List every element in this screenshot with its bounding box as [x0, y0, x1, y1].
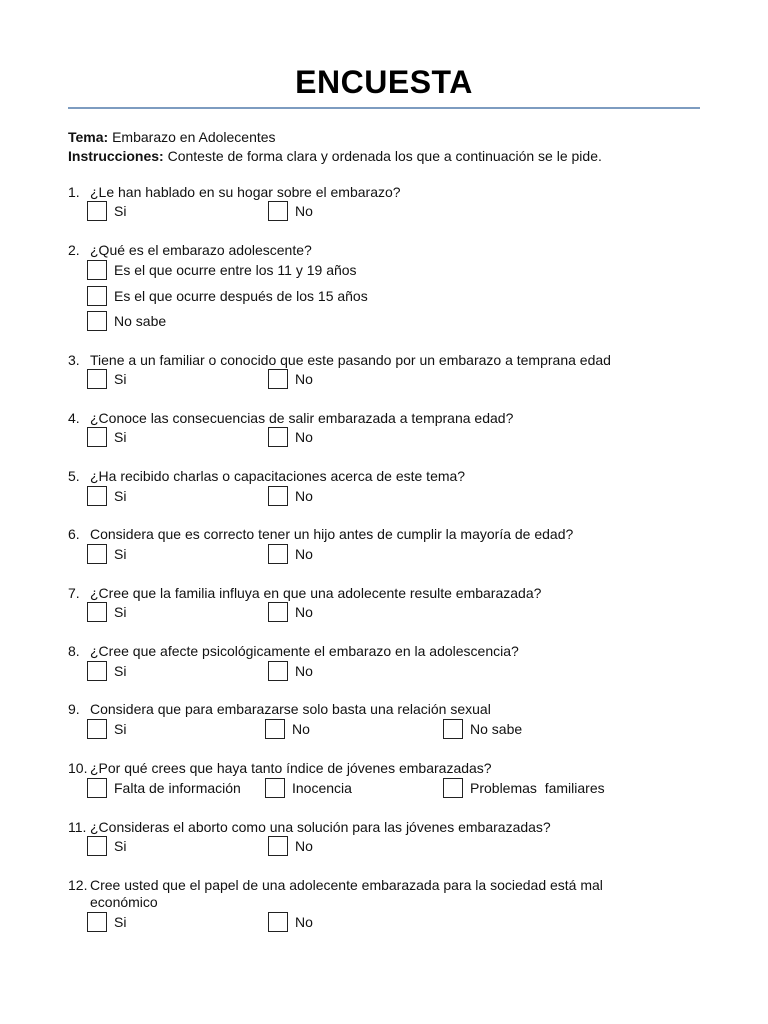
checkbox[interactable] — [268, 369, 288, 389]
q12-option-no[interactable] — [268, 911, 313, 933]
option-label: No — [295, 663, 313, 679]
checkbox[interactable] — [268, 427, 288, 447]
checkbox[interactable] — [87, 286, 107, 306]
option-label: No sabe — [470, 721, 523, 737]
question-text: ¿Le han hablado en su hogar sobre el embarazo? — [90, 184, 401, 200]
tema-line — [68, 129, 276, 145]
option-label: No — [295, 546, 313, 562]
option-label: Falta de información — [114, 780, 241, 796]
q10-option-2[interactable] — [265, 777, 352, 799]
q2-option-3[interactable] — [87, 310, 166, 332]
tema-label: Tema: — [68, 129, 109, 145]
q9-option-no-sabe[interactable] — [443, 718, 522, 740]
checkbox[interactable] — [87, 661, 107, 681]
title-divider — [68, 107, 700, 109]
option-label: No — [295, 429, 313, 445]
checkbox[interactable] — [265, 778, 285, 798]
question-text: ¿Por qué crees que haya tanto índice de jóvenes embarazadas? — [90, 760, 492, 776]
checkbox[interactable] — [87, 201, 107, 221]
q11-option-si[interactable] — [87, 835, 126, 857]
q2-option-1[interactable] — [87, 259, 357, 281]
q3-option-no[interactable] — [268, 368, 313, 390]
question-number: 8. — [68, 643, 80, 659]
question-number: 1. — [68, 184, 80, 200]
q5-option-si[interactable] — [87, 485, 126, 507]
instructions-value: Conteste de forma clara y ordenada los que a continuación se le pide. — [167, 148, 602, 164]
checkbox[interactable] — [268, 836, 288, 856]
question-text: ¿Qué es el embarazo adolescente? — [90, 242, 312, 258]
option-label: Si — [114, 663, 127, 679]
option-label: Si — [114, 914, 127, 930]
question-number: 4. — [68, 410, 80, 426]
checkbox[interactable] — [87, 544, 107, 564]
q11-option-no[interactable] — [268, 835, 313, 857]
q7-option-si[interactable] — [87, 601, 126, 623]
question-text: ¿Cree que la familia influya en que una adolecente resulte embarazada? — [90, 585, 542, 601]
checkbox[interactable] — [87, 719, 107, 739]
tema-value: Embarazo en Adolecentes — [112, 129, 276, 145]
checkbox[interactable] — [87, 602, 107, 622]
q6-option-no[interactable] — [268, 543, 313, 565]
question-number: 3. — [68, 352, 80, 368]
option-label: No — [295, 838, 313, 854]
question-text: ¿Consideras el aborto como una solución para las jóvenes embarazadas? — [90, 819, 551, 835]
option-label: Si — [114, 203, 127, 219]
checkbox[interactable] — [87, 836, 107, 856]
option-label: No sabe — [114, 313, 167, 329]
q10-option-3[interactable] — [443, 777, 605, 799]
question-number: 12. — [68, 877, 88, 893]
question-text: Considera que es correcto tener un hijo antes de cumplir la mayoría de edad? — [90, 526, 574, 542]
checkbox[interactable] — [87, 486, 107, 506]
question-number: 10. — [68, 760, 88, 776]
q1-option-si[interactable] — [87, 200, 126, 222]
checkbox[interactable] — [87, 260, 107, 280]
q8-option-si[interactable] — [87, 660, 126, 682]
question-number: 9. — [68, 701, 80, 717]
checkbox[interactable] — [268, 912, 288, 932]
question-number: 5. — [68, 468, 80, 484]
option-label: No — [295, 488, 313, 504]
instructions-label: Instrucciones: — [68, 148, 164, 164]
option-label: No — [295, 604, 313, 620]
option-label: No — [295, 203, 313, 219]
q2-option-2[interactable] — [87, 285, 368, 307]
option-label: Si — [114, 488, 127, 504]
option-label: Si — [114, 604, 127, 620]
checkbox[interactable] — [268, 201, 288, 221]
question-text: Cree usted que el papel de una adolecente embarazada para la sociedad está mal económico — [90, 877, 603, 910]
q12-option-si[interactable] — [87, 911, 126, 933]
q5-option-no[interactable] — [268, 485, 313, 507]
question-number: 7. — [68, 585, 80, 601]
q4-option-no[interactable] — [268, 426, 313, 448]
option-label: Si — [114, 429, 127, 445]
question-number: 11. — [68, 819, 87, 835]
option-label: Si — [114, 546, 127, 562]
checkbox[interactable] — [268, 544, 288, 564]
checkbox[interactable] — [87, 778, 107, 798]
question-number: 6. — [68, 526, 80, 542]
checkbox[interactable] — [268, 602, 288, 622]
q1-option-no[interactable] — [268, 200, 313, 222]
q3-option-si[interactable] — [87, 368, 126, 390]
page-title: ENCUESTA — [295, 64, 473, 100]
checkbox[interactable] — [87, 369, 107, 389]
option-label: Si — [114, 838, 127, 854]
option-label: No — [295, 914, 313, 930]
option-label: Inocencia — [292, 780, 352, 796]
checkbox[interactable] — [268, 486, 288, 506]
option-label: No — [295, 371, 313, 387]
instructions-line — [68, 148, 602, 164]
option-label: Problemas familiares — [470, 780, 605, 796]
checkbox[interactable] — [268, 661, 288, 681]
q10-option-1[interactable] — [87, 777, 241, 799]
checkbox[interactable] — [87, 427, 107, 447]
q8-option-no[interactable] — [268, 660, 313, 682]
q9-option-no[interactable] — [265, 718, 310, 740]
option-label: Si — [114, 371, 127, 387]
q9-option-si[interactable] — [87, 718, 126, 740]
checkbox[interactable] — [87, 311, 107, 331]
question-text: Tiene a un familiar o conocido que este pasando por un embarazo a temprana edad — [90, 352, 611, 368]
checkbox[interactable] — [87, 912, 107, 932]
question-number: 2. — [68, 242, 80, 258]
q4-option-si[interactable] — [87, 426, 126, 448]
question-text: ¿Ha recibido charlas o capacitaciones acerca de este tema? — [90, 468, 466, 484]
question-text: ¿Cree que afecte psicológicamente el embarazo en la adolescencia? — [90, 643, 519, 659]
option-label: Es el que ocurre entre los 11 y 19 años — [114, 262, 357, 278]
checkbox[interactable] — [265, 719, 285, 739]
question-text: Considera que para embarazarse solo basta una relación sexual — [90, 701, 491, 717]
q7-option-no[interactable] — [268, 601, 313, 623]
checkbox[interactable] — [443, 719, 463, 739]
question-text: ¿Conoce las consecuencias de salir embarazada a temprana edad? — [90, 410, 514, 426]
q6-option-si[interactable] — [87, 543, 126, 565]
option-label: No — [292, 721, 310, 737]
option-label: Es el que ocurre después de los 15 años — [114, 288, 368, 304]
checkbox[interactable] — [443, 778, 463, 798]
option-label: Si — [114, 721, 127, 737]
